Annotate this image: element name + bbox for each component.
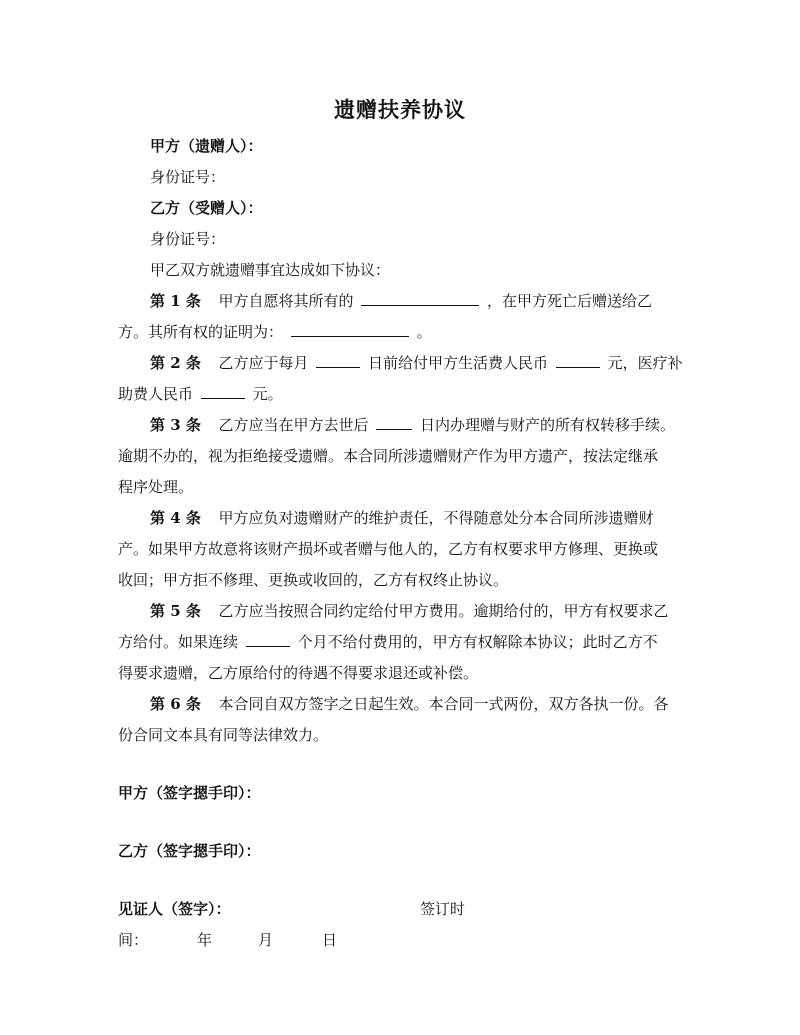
article-6-line-1 bbox=[150, 693, 668, 715]
article-1-text-2: ，在甲方死亡后赠送给乙 bbox=[487, 292, 653, 310]
article-1-text-1: 甲方自愿将其所有的 bbox=[218, 292, 354, 310]
article-5-text-1: 乙方应当按照合同约定给付甲方费用。逾期给付的，甲方有权要求乙 bbox=[218, 602, 669, 620]
article-1-line-2-a: 方。其所有权的证明为： bbox=[118, 323, 284, 341]
ownership-proof-blank bbox=[291, 321, 409, 337]
transfer-days-blank bbox=[376, 414, 412, 430]
article-6-line-2: 份合同文本具有同等法律效力。 bbox=[118, 726, 329, 744]
sign-time-label-a: 签订时 bbox=[420, 900, 466, 918]
months-blank bbox=[246, 631, 290, 647]
article-3-number: 第 3 条 bbox=[150, 416, 201, 434]
party-a-id-label: 身份证号： bbox=[150, 168, 226, 186]
article-3-line-3: 程序处理。 bbox=[118, 478, 194, 496]
article-1-number: 第 1 条 bbox=[150, 292, 201, 310]
article-5-line-2-a: 方给付。如果连续 bbox=[118, 633, 239, 651]
monthly-day-blank bbox=[316, 352, 360, 368]
witness-signature-label: 见证人（签字）： bbox=[118, 900, 231, 918]
party-a-label: 甲方（遗赠人）： bbox=[150, 137, 263, 155]
article-3-text-2: 日内办理赠与财产的所有权转移手续。 bbox=[420, 416, 676, 434]
article-2-number: 第 2 条 bbox=[150, 354, 201, 372]
day-label: 日 bbox=[322, 931, 338, 949]
living-expense-blank bbox=[556, 352, 600, 368]
article-3-text-1: 乙方应当在甲方去世后 bbox=[218, 416, 369, 434]
article-1-line-1 bbox=[150, 290, 652, 312]
article-2-line-2 bbox=[118, 383, 283, 405]
article-3-line-1 bbox=[150, 414, 675, 436]
article-1-line-2 bbox=[118, 321, 432, 343]
article-5-line-2-b: 个月不给付费用的，甲方有权解除本协议；此时乙方不 bbox=[297, 633, 658, 651]
sign-time-label-b: 间： bbox=[118, 931, 149, 949]
article-5-line-3: 得要求遗赠，乙方原给付的待遇不得要求退还或补偿。 bbox=[118, 664, 479, 682]
article-2-line-1 bbox=[150, 352, 683, 374]
party-b-signature-label: 乙方（签字摁手印）： bbox=[118, 842, 261, 860]
document-title: 遗赠扶养协议 bbox=[334, 97, 466, 122]
article-4-text-1: 甲方应负对遗赠财产的维护责任，不得随意处分本合同所涉遗赠财 bbox=[218, 509, 654, 527]
month-label: 月 bbox=[258, 931, 274, 949]
article-2-line-2-b: 元。 bbox=[252, 385, 283, 403]
article-5-number: 第 5 条 bbox=[150, 602, 201, 620]
article-3-line-2: 逾期不办的，视为拒绝接受遗赠。本合同所涉遗赠财产作为甲方遗产，按法定继承 bbox=[118, 447, 659, 465]
article-2-line-2-a: 助费人民币 bbox=[118, 385, 194, 403]
article-4-line-2: 产。如果甲方故意将该财产损坏或者赠与他人的，乙方有权要求甲方修理、更换或 bbox=[118, 540, 659, 558]
article-4-line-1 bbox=[150, 507, 653, 529]
article-5-line-1 bbox=[150, 600, 668, 622]
article-5-line-2 bbox=[118, 631, 658, 653]
year-label: 年 bbox=[197, 931, 213, 949]
article-2-text-1: 乙方应于每月 bbox=[218, 354, 309, 372]
intro-text: 甲乙双方就遗赠事宜达成如下协议： bbox=[150, 261, 391, 279]
medical-expense-blank bbox=[201, 383, 245, 399]
article-2-text-2: 日前给付甲方生活费人民币 bbox=[368, 354, 549, 372]
party-b-label: 乙方（受赠人）： bbox=[150, 199, 263, 217]
article-1-line-2-b: 。 bbox=[416, 323, 432, 341]
article-4-number: 第 4 条 bbox=[150, 509, 201, 527]
article-2-text-3: 元，医疗补 bbox=[607, 354, 683, 372]
article-4-line-3: 收回；甲方拒不修理、更换或收回的，乙方有权终止协议。 bbox=[118, 571, 509, 589]
property-blank bbox=[361, 290, 479, 306]
article-6-number: 第 6 条 bbox=[150, 695, 201, 713]
party-a-signature-label: 甲方（签字摁手印）： bbox=[118, 784, 261, 802]
article-6-text-1: 本合同自双方签字之日起生效。本合同一式两份，双方各执一份。各 bbox=[218, 695, 669, 713]
party-b-id-label: 身份证号： bbox=[150, 230, 226, 248]
